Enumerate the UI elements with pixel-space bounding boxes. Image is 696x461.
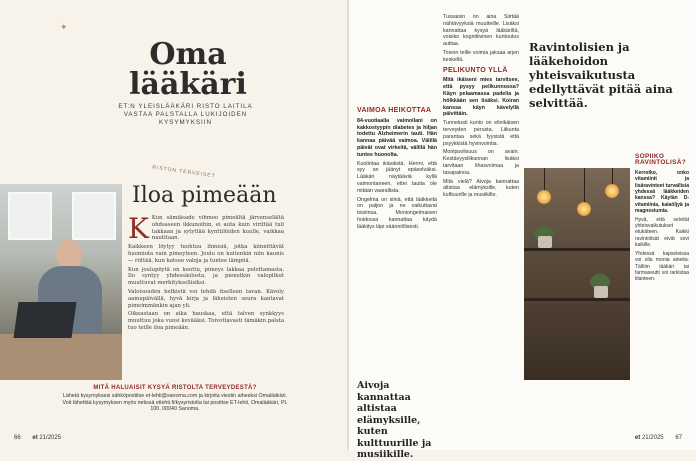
question-lead: Kerrotko, onko vitamiinit ja lisäravinteet turvallisia yhdessä lääkkeiden kanssa? Käytän D-vitamiinia, kalaöljyä ja magnesiumia. (635, 169, 689, 215)
laptop-graphic (13, 302, 76, 338)
paragraph: Tunnetusti kunto on elinikäisen terveyden perusta. Liikunta parantaa sekä fyysistä että psyykkistä hyvinvointia. (443, 120, 519, 147)
lamp-cord (584, 168, 585, 204)
paragraph: Toivon teille voimia jaksaa arjen keskellä. (443, 49, 519, 63)
paragraph: Ongelma on siinä, että lääkkeitä on paljon ja ne vaikuttavat toisiinsa. Moniongelmaisen hoidossa kannattaa käydä lääkitys läpi säännöllisesti. (357, 196, 437, 230)
question-lead: 84-vuotiaalla vaimollani on kakkostyypin diabetes ja hiljan todettu Alzheimerin tauti. Hän kannaa päivää vaimoa. Välillä päivät ovat virkeitä, välillä hän tuntee huonolta. (357, 117, 437, 158)
page-folio (14, 435, 61, 441)
column-heading: VAIMOA HEIKOTTAA (357, 107, 432, 114)
column-heading: PELIKUNTO YLLÄ (443, 66, 508, 74)
shelf-photo (524, 168, 630, 380)
paragraph: Kun sämiäsade vihmoo pimeältä järvenselältä ohdsaseen ikkunoihin, ei auta kuin virittää tuli takkaan ja sytyttää kynttilöiden kuulle, vaikkaa nautitaan. (151, 215, 284, 242)
flourish-icon: ✦ (60, 22, 68, 32)
question-box (60, 385, 290, 413)
lamp-icon (577, 202, 591, 216)
right-page (349, 0, 696, 460)
column-heading: SOPIIKO RAVINTOLISÄ? (635, 153, 687, 167)
doctor-photo (0, 184, 122, 380)
article-title: Iloa pimeään (132, 183, 277, 208)
paragraph: Kuolintaa ikäväistä. Hermi, että syy on jäänyt epäselväksi. Lääkäri näytääviä kyllä vaimontaneen, ettei tautia ole mitään vaarallista. (357, 160, 437, 194)
paragraph: Kun joulupöytä on koottu, pimeys lakkaa pelottamasta. Ilo syntyy yhdessäolosta, ja pienetkin valopilkut muuttuvat merkityksellisiksi. (128, 266, 284, 287)
pot-graphic (594, 286, 608, 298)
paragraph: Tussaisin on aina Siirtää nähtävyyksiä muutteille. Lisäksi kannattaa kysyä lääkäriltä, voisiko kognitiivinen kuntoutus auttaa. (443, 14, 519, 48)
lamp-icon (537, 190, 551, 204)
paragraph: Valoisuuden hetkistä voi tehdä itselleen tavan. Kävely aamupäivällä, hyvä kirja ja läheisten seura kantavat pimeimmänkin ajan yli. (128, 288, 284, 309)
page-number: 66 (14, 435, 21, 441)
brand: et (32, 435, 38, 441)
kicker: RISTON TERVEISET (151, 164, 216, 180)
paragraph: Oikeastaan on aika hauskaa, että talven synkkyys muuttuu joka vuosi kevääksi. Toivottavasti tämäkin palsta tuo teille iloa pimeään. (128, 311, 284, 331)
pull-headline: Ravintolisien ja lääkehoidon yhteisvaikutusta edellyttävät pitää aina selvittää. (529, 40, 673, 110)
column-2 (443, 14, 519, 201)
page-number: 67 (675, 435, 682, 441)
paragraph: Kaikkeen löytyy tuohtuu ihmisiä, jotka kiinnittävät huomiota vain pimeyteen. Joulu on kuitenkin niin kaunis — riittää, kun katsoo valoja ja tuntee lämpöä. (128, 244, 284, 264)
section-deck: ET:N YLEISLÄÄKÄRI RISTO LAITILA VASTAA PALSTALLA LUKIJOIDEN KYSYMYKSIIN (118, 103, 253, 126)
article-body (128, 212, 284, 334)
window-graphic (72, 192, 116, 240)
drop-cap: K (128, 212, 149, 245)
brand: et (634, 435, 641, 441)
pull-quote: Aivoja kannattaa altistaa elämyksille, kuten kulttuurille ja musiikille. (357, 380, 432, 460)
window-graphic (8, 192, 52, 240)
column-3 (635, 150, 689, 285)
paragraph: Hyvä, että selvität yhteisvaikutukset etukäteen. Kaikki ravintolisät eivät sovi kaikille. (635, 216, 689, 249)
question-lead: Mitä ikäiseni mies tarvitsee, että pysyy pelikunnossa? Käyn pelaamassa padelia ja hölkkään sen lisäksi. Koiran kanssa käyn kävelyllä päivittäin. (443, 77, 519, 118)
issue: 21/2025 (39, 435, 62, 441)
paragraph: Mitä vielä? Aivoja kannattaa altistaa elämyksille, kuten kulttuurille ja musiikille. (443, 178, 519, 199)
lamp-cord (544, 168, 545, 192)
page-folio (635, 435, 682, 441)
paragraph: Monipuolisuus on avain. Kestävyysliikunnan lisäksi tarvitaan lihasvoimaa ja tasapainoa. (443, 149, 519, 176)
issue: 21/2025 (641, 435, 664, 441)
question-heading: MITÄ HALUAISIT KYSYÄ RISTOLTA TERVEYDESTÄ? (93, 385, 257, 391)
pot-graphic (538, 236, 552, 248)
shelf-graphic (524, 248, 630, 251)
column-1 (357, 104, 437, 233)
lamp-icon (605, 184, 619, 198)
shelf-graphic (524, 298, 630, 301)
section-title: Oma lääkäri (129, 37, 247, 102)
paragraph: Yhdessä kapseleissa voi olla monia aineita. Tällöin lääkäri tai farmaseutti voi tarkistaa tilanteen. (635, 250, 689, 283)
table-graphic (0, 334, 122, 380)
question-body: Lähetä kysymyksesi sähköpostitse et-lehti@sanoma.com ja kirjoita viestin aiheeksi Omalääkäri. Voit lähettää kysymyksen myös netissä etlehti.fi/kysyristolta tai postitse ET-lehti, Omalääkäri, PL 100, 00040 Sanoma. (62, 393, 288, 413)
left-page (0, 0, 347, 450)
